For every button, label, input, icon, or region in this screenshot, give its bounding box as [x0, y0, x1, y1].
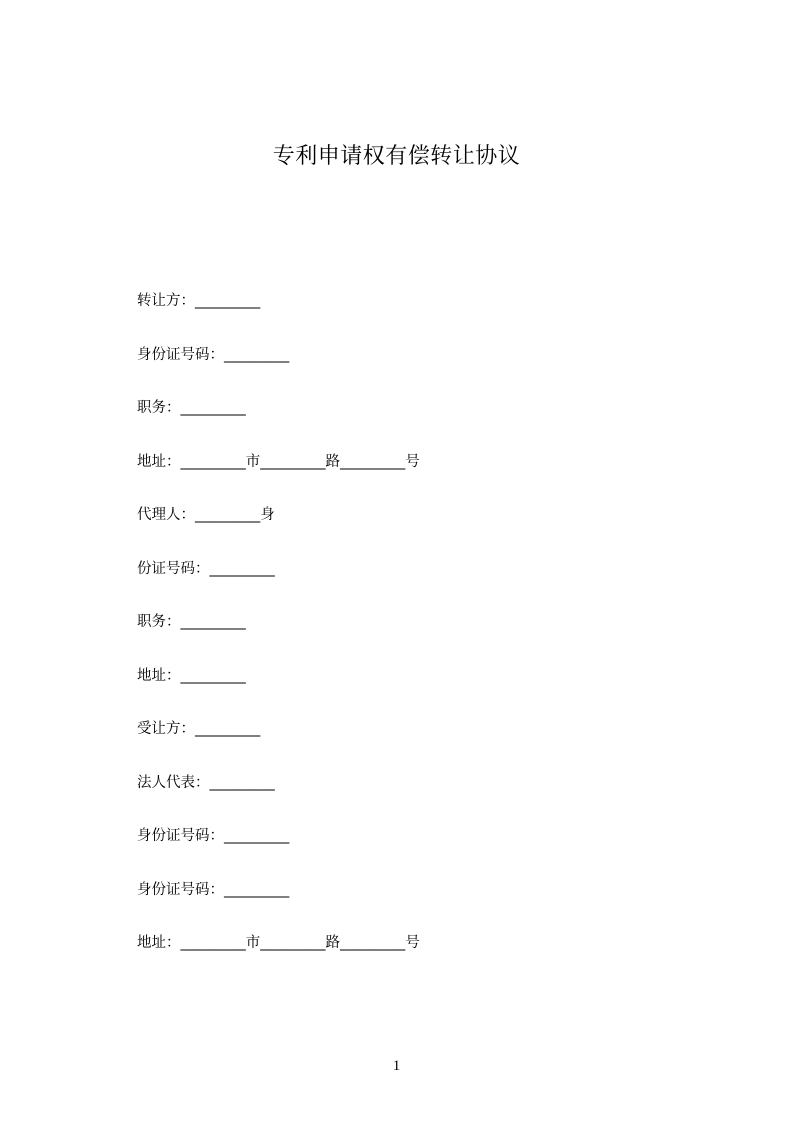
field-line-transferor: 转让方：_________ [137, 293, 261, 309]
field-line-transferor-position: 职务：_________ [137, 400, 246, 416]
field-line-transferee-id: 身份证号码：_________ [137, 828, 290, 844]
field-line-agent-position: 职务：_________ [137, 614, 246, 630]
field-line-agent-id: 份证号码：_________ [137, 560, 275, 577]
field-line-transferee-id-2: 身份证号码：_________ [137, 881, 290, 898]
field-line-legal-representative: 法人代表：_________ [137, 774, 275, 791]
page-number: 1 [392, 1058, 401, 1074]
party-fields [137, 291, 697, 987]
field-line-transferee-address: 地址：_________市_________路_________号 [137, 935, 420, 951]
field-line-agent-address: 地址：_________ [137, 667, 246, 684]
field-line-transferee: 受让方：_________ [137, 721, 261, 737]
field-line-transferor-address: 地址：_________市_________路_________号 [137, 453, 420, 470]
document-title: 专利申请权有偿转让协议 [272, 144, 521, 169]
field-line-transferor-id: 身份证号码：_________ [137, 346, 290, 363]
field-line-agent: 代理人：_________身 [137, 507, 275, 523]
